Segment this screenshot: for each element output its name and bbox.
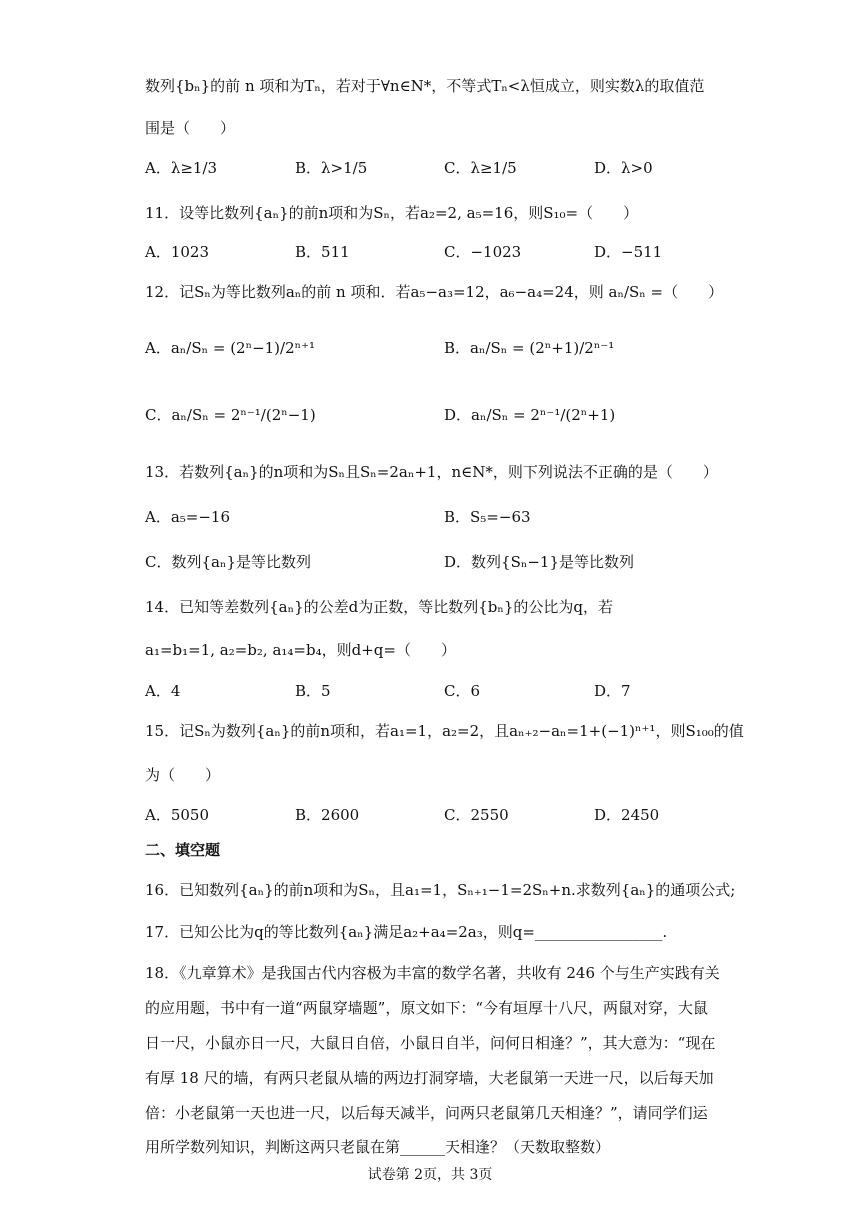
q13-option-a: A．a₅=−16 [145, 508, 231, 526]
q12-option-a: A．aₙ/Sₙ = (2ⁿ−1)/2ⁿ⁺¹ [145, 339, 316, 357]
question-18-line-1: 18．《九章算术》是我国古代内容极为丰富的数学名著，共收有 246 个与生产实践有关 [145, 964, 720, 982]
question-13: 13．若数列{aₙ}的n项和为Sₙ且Sₙ=2aₙ+1，n∈N*，则下列说法不正确的是（ ） [145, 463, 718, 481]
q15-option-d: D．2450 [594, 806, 660, 824]
q15-option-c: C．2550 [444, 806, 509, 824]
q10-option-c: C．λ≥1/5 [444, 159, 517, 177]
question-11: 11．设等比数列{aₙ}的前n项和为Sₙ，若a₂=2, a₅=16，则S₁₀=（ ） [145, 204, 639, 222]
question-14-line-2: a₁=b₁=1, a₂=b₂, a₁₄=b₄，则d+q=（ ） [145, 641, 456, 659]
question-17: 17．已知公比为q的等比数列{aₙ}满足a₂+a₄=2a₃，则q=_________________. [145, 923, 668, 941]
q14-option-b: B．5 [295, 682, 331, 700]
question-10-line-1: 数列{bₙ}的前 n 项和为Tₙ，若对于∀n∈N*，不等式Tₙ<λ恒成立，则实数λ的取值范 [145, 77, 705, 95]
q10-option-b: B．λ>1/5 [295, 159, 368, 177]
q15-option-b: B．2600 [295, 806, 360, 824]
page-footer: 试卷第 2页，共 3页 [367, 1167, 493, 1183]
q15-option-a: A．5050 [145, 806, 210, 824]
question-12: 12．记Sₙ为等比数列aₙ的前 n 项和．若a₅−a₃=12，a₆−a₄=24，则 aₙ/Sₙ =（ ） [145, 283, 724, 301]
question-18-line-6: 用所学数列知识，判断这两只老鼠在第______天相逢？（天数取整数） [145, 1138, 611, 1156]
question-15-line-1: 15．记Sₙ为数列{aₙ}的前n项和，若a₁=1，a₂=2，且aₙ₊₂−aₙ=1+(−1)ⁿ⁺¹，则S₁₀₀的值 [145, 722, 744, 740]
question-18-line-5: 倍：小老鼠第一天也进一尺，以后每天减半，问两只老鼠第几天相逢？”，请同学们运 [145, 1104, 708, 1122]
question-15-line-2: 为（ ） [145, 766, 221, 784]
q12-option-c: C．aₙ/Sₙ = 2ⁿ⁻¹/(2ⁿ−1) [145, 406, 316, 424]
question-10-line-2: 围是（ ） [145, 119, 236, 137]
q11-option-a: A．1023 [145, 243, 210, 261]
question-18-line-2: 的应用题，书中有一道“两鼠穿墙题”，原文如下：“今有垣厚十八尺，两鼠对穿，大鼠 [145, 999, 709, 1017]
q10-option-a: A．λ≥1/3 [145, 159, 218, 177]
q14-option-a: A．4 [145, 682, 181, 700]
q13-option-c: C．数列{aₙ}是等比数列 [145, 553, 311, 571]
question-18-line-4: 有厚 18 尺的墙，有两只老鼠从墙的两边打洞穿墙，大老鼠第一天进一尺，以后每天加 [145, 1069, 714, 1087]
question-16: 16．已知数列{aₙ}的前n项和为Sₙ，且a₁=1，Sₙ₊₁−1=2Sₙ+n.求数列{aₙ}的通项公式; [145, 881, 736, 899]
q11-option-b: B．511 [295, 243, 350, 261]
question-14-line-1: 14．已知等差数列{aₙ}的公差d为正数，等比数列{bₙ}的公比为q，若 [145, 598, 613, 616]
section-fill-in-title: 二、填空题 [145, 841, 221, 859]
q14-option-c: C．6 [444, 682, 481, 700]
q12-option-d: D．aₙ/Sₙ = 2ⁿ⁻¹/(2ⁿ+1) [444, 406, 616, 424]
q12-option-b: B．aₙ/Sₙ = (2ⁿ+1)/2ⁿ⁻¹ [444, 339, 615, 357]
q13-option-b: B．S₅=−63 [444, 508, 531, 526]
q14-option-d: D．7 [594, 682, 631, 700]
q11-option-d: D．−511 [594, 243, 663, 261]
q11-option-c: C．−1023 [444, 243, 522, 261]
q10-option-d: D．λ>0 [594, 159, 653, 177]
q13-option-d: D．数列{Sₙ−1}是等比数列 [444, 553, 634, 571]
question-18-line-3: 日一尺，小鼠亦日一尺，大鼠日自倍，小鼠日自半，问何日相逢？”，其大意为：“现在 [145, 1034, 716, 1052]
